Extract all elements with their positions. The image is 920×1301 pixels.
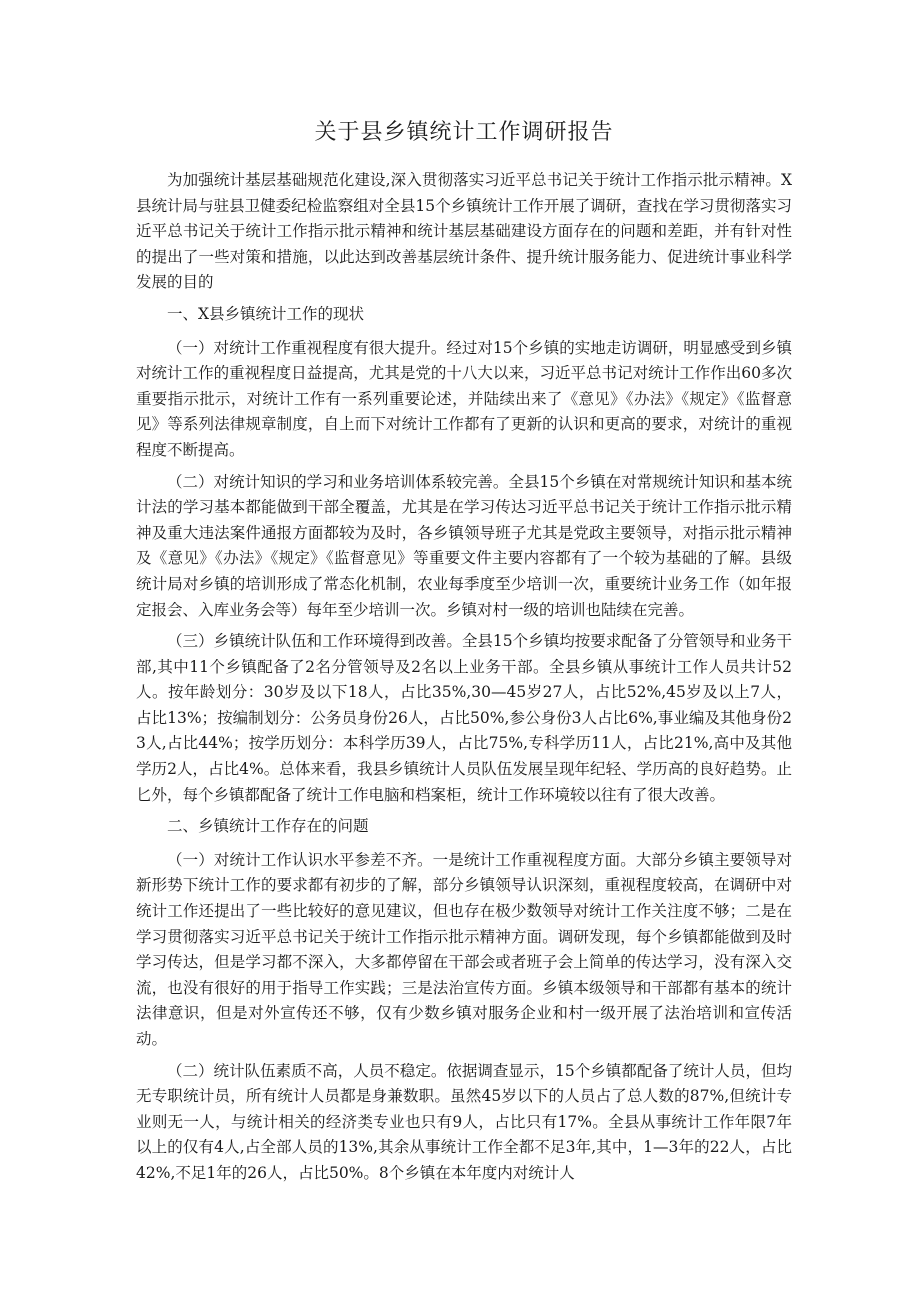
document-page [136,118,792,1193]
section-2-paragraph-1: （一）对统计工作认识水平参差不齐。一是统计工作重视程度方面。大部分乡镇主要领导对新形势下统计工作的要求都有初步的了解，部分乡镇领导认识深刻，重视程度较高，在调研中对统计工作还提出了一些比较好的意见建议，但也存在极少数领导对统计工作关注度不够；二是在学习贯彻落实习近平总书记关于统计工作指示批示精神方面。调研发现，每个乡镇都能做到及时学习传达，但是学习都不深入，大多都停留在干部会或者班子会上简单的传达学习，没有深入交流，也没有很好的用于指导工作实践；三是法治宣传方面。乡镇本级领导和干部都有基本的统计法律意识，但是对外宣传还不够，仅有少数乡镇对服务企业和村一级开展了法治培训和宣传活动。 [136,850,792,1048]
intro-paragraph: 为加强统计基层基础规范化建设,深入贯彻落实习近平总书记关于统计工作指示批示精神。X县统计局与驻县卫健委纪检监察组对全县15个乡镇统计工作开展了调研，查找在学习贯彻落实习近平总书记关于统计工作指示批示精神和统计基层基础建设方面存在的问题和差距，并有针对性的提出了一些对策和措施，以此达到改善基层统计条件、提升统计服务能力、促进统计事业科学发展的目的 [136,171,792,292]
section-1-heading: 一、X县乡镇统计工作的现状 [167,304,365,323]
section-1-paragraph-1: （一）对统计工作重视程度有很大提升。经过对15个乡镇的实地走访调研，明显感受到乡镇对统计工作的重视程度日益提高，尤其是党的十八大以来，习近平总书记对统计工作作出60多次重要指示批示，对统计工作有一系列重要论述，并陆续出来了《意见》《办法》《规定》《监督意见》等系列法律规章制度，自上而下对统计工作都有了更新的认识和更高的要求，对统计的重视程度不断提高。 [136,338,792,459]
section-1-paragraph-3: （三）乡镇统计队伍和工作环境得到改善。全县15个乡镇均按要求配备了分管领导和业务干部,其中11个乡镇配备了2名分管领导及2名以上业务干部。全县乡镇从事统计工作人员共计52人。按年龄划分：30岁及以下18人，占比35%,30—45岁27人，占比52%,45岁及以上7人，占比13%；按编制划分：公务员身份26人，占比50%,参公身份3人占比6%,事业编及其他身份23人,占比44%；按学历划分：本科学历39人，占比75%,专科学历11人，占比21%,高中及其他学历2人，占比4%。总体来看，我县乡镇统计人员队伍发展呈现年纪轻、学历高的良好趋势。止匕外，每个乡镇都配备了统计工作电脑和档案柜，统计工作环境较以往有了很大改善。 [136,632,792,804]
section-1-paragraph-2: （二）对统计知识的学习和业务培训体系较完善。全县15个乡镇在对常规统计知识和基本统计法的学习基本都能做到干部全覆盖，尤其是在学习传达习近平总书记关于统计工作指示批示精神及重大违法案件通报方面都较为及时，各乡镇领导班子尤其是党政主要领导，对指示批示精神及《意见》《办法》《规定》《监督意见》等重要文件主要内容都有了一个较为基础的了解。县级统计局对乡镇的培训形成了常态化机制，农业每季度至少培训一次，重要统计业务工作（如年报定报会、入库业务会等）每年至少培训一次。乡镇对村一级的培训也陆续在完善。 [136,472,792,619]
section-2-paragraph-2: （二）统计队伍素质不高，人员不稳定。依据调查显示，15个乡镇都配备了统计人员，但均无专职统计员，所有统计人员都是身兼数职。虽然45岁以下的人员占了总人数的87%,但统计专业则无一人，与统计相关的经济类专业也只有9人，占比只有17%。全县从事统计工作年限7年以上的仅有4人,占全部人员的13%,其余从事统计工作全都不足3年,其中，1—3年的22人，占比42%,不足1年的26人，占比50%。8个乡镇在本年度内对统计人 [136,1061,792,1182]
section-2-heading: 二、乡镇统计工作存在的问题 [167,817,369,836]
document-title: 关于县乡镇统计工作调研报告 [314,120,614,145]
